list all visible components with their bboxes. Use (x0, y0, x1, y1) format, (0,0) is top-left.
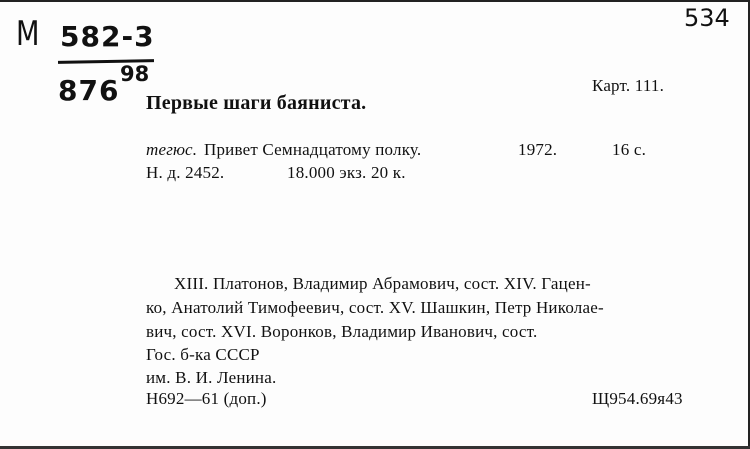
shelf-mark-top: 582-3 (60, 20, 155, 53)
code-left: Н692—61 (доп.) (146, 389, 267, 408)
shelf-mark-sub: 98 (120, 62, 150, 86)
line2-right: 18.000 экз. 20 к. (287, 163, 406, 182)
library-line-2: им. В. И. Ленина. (146, 368, 277, 387)
book-title: Первые шаги баяниста. (146, 92, 367, 114)
line1-year: 1972. (518, 140, 558, 159)
code-right: Щ954.69я43 (592, 389, 683, 408)
para-line-2: ко, Анатолий Тимофеевич, сост. XV. Шашкин, Петр Николае- (146, 298, 604, 317)
para-line-3: вич, сост. XVI. Воронков, Владимир Иванович, сост. (146, 322, 538, 341)
shelf-letter: М (16, 14, 40, 54)
line1-text: Привет Семнадцатому полку. (204, 140, 422, 159)
line1-italic: тегюс. (146, 140, 198, 159)
kart-label: Карт. 111. (592, 76, 665, 95)
line2-left: Н. д. 2452. (146, 163, 225, 182)
card-number: 534 (684, 4, 730, 32)
para-line-1: XIII. Платонов, Владимир Абрамович, сост. XIV. Гацен- (174, 274, 591, 293)
shelf-mark-bottom: 876 (58, 74, 120, 107)
card-top-edge (0, 0, 750, 2)
line1-pages: 16 с. (612, 140, 647, 159)
library-line-1: Гос. б-ка СССР (146, 345, 260, 364)
